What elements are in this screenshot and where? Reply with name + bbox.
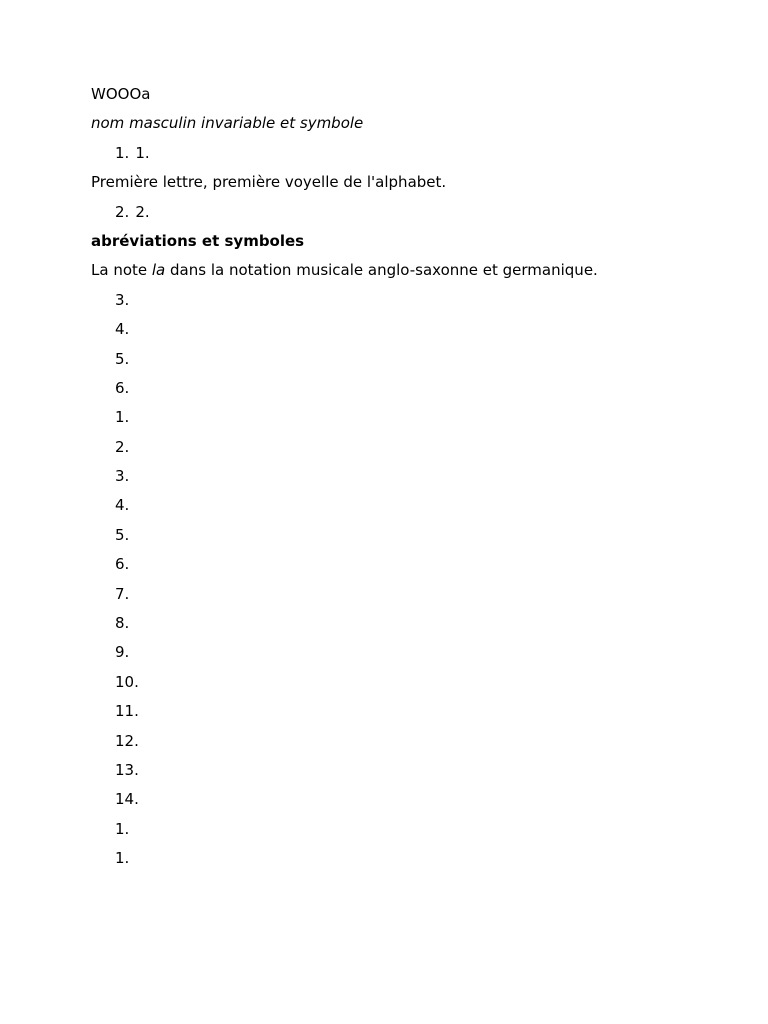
list-item: 7. (115, 584, 130, 603)
list-item: 1. (115, 849, 130, 868)
list-item: 5. (115, 525, 130, 544)
headword: WOOOa (91, 85, 151, 103)
sense-number-1 (91, 143, 731, 172)
list-item: 5. (115, 349, 130, 368)
list-item: 3. (115, 290, 130, 309)
music-note-definition (91, 260, 731, 289)
list-number: 1. (115, 143, 130, 162)
list-item: 4. (115, 496, 130, 515)
sense-1-definition: Première lettre, première voyelle de l'alphabet. (91, 173, 447, 192)
numbered-list-a (91, 290, 731, 408)
numbered-list-b (91, 407, 731, 818)
definition-text-before: La note (91, 261, 152, 280)
list-item: 14. (115, 790, 139, 809)
definition-term: la (151, 261, 166, 280)
list-item: 3. (115, 467, 130, 486)
list-item: 1. (115, 408, 130, 427)
sense-number-2 (91, 202, 731, 231)
list-number: 2. (115, 202, 130, 221)
list-item: 11. (115, 702, 139, 721)
document-body (91, 84, 731, 878)
numbered-list-c (91, 819, 731, 878)
list-item: 8. (115, 614, 130, 633)
list-item: 4. (115, 320, 130, 339)
section-heading: abréviations et symboles (91, 231, 305, 250)
list-item: 6. (115, 378, 130, 397)
grammatical-category: nom masculin invariable et symbole (91, 114, 364, 133)
list-item: 12. (115, 731, 139, 750)
definition-text-after: dans la notation musicale anglo-saxonne et germanique. (165, 261, 598, 280)
list-item: 13. (115, 760, 139, 779)
list-item: 9. (115, 643, 130, 662)
list-item: 1. (115, 819, 130, 838)
sub-number: 2. (135, 202, 150, 221)
list-item: 2. (115, 437, 130, 456)
list-item: 6. (115, 555, 130, 574)
sub-number: 1. (135, 143, 150, 162)
list-item: 10. (115, 672, 139, 691)
